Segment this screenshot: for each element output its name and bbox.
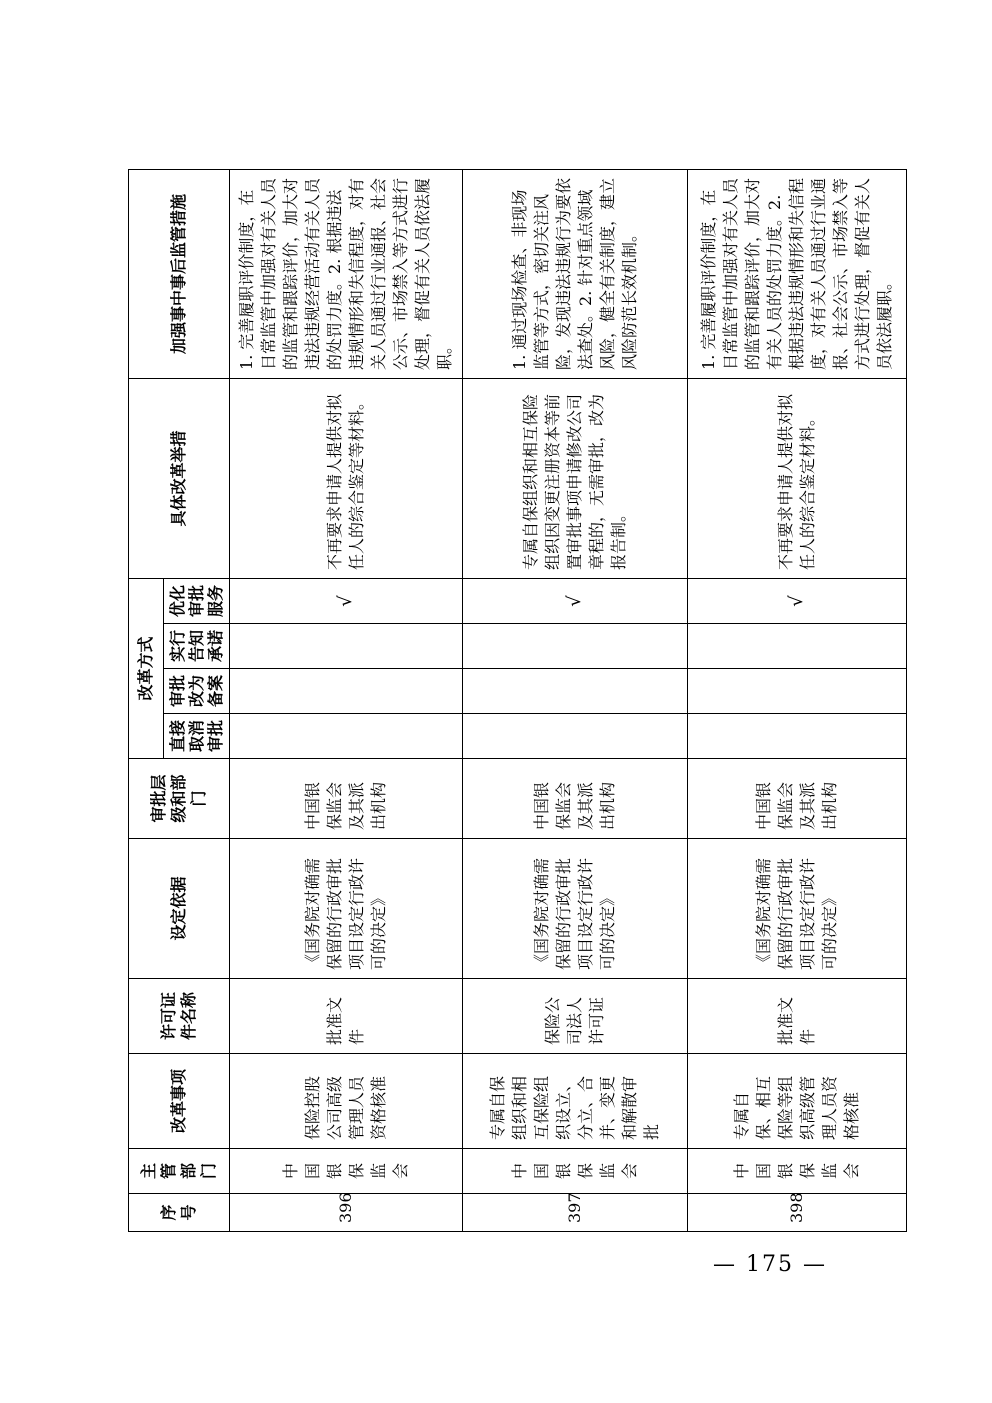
cell-dept: 中国银保监会 (230, 1149, 463, 1194)
cell-mode-optimize: √ (463, 578, 688, 623)
cell-item: 专属自保、相互保险等组织高级管理人员资格核准 (688, 1054, 907, 1149)
cell-basis: 《国务院对确需保留的行政审批项目设定行政许可的决定》 (688, 839, 907, 979)
table-row (688, 169, 907, 1231)
cell-license-text: 批准文件 (776, 996, 817, 1045)
header-mode-notice: 实行告知承诺 (164, 624, 230, 669)
cell-item-text: 保险控股公司高级管理人员资格核准 (303, 1075, 388, 1140)
cell-level-text: 中国银保监会及其派出机构 (532, 781, 617, 830)
cell-mode-cancel (230, 714, 463, 759)
cell-mode-notice (463, 624, 688, 669)
header-level: 审批层级和部门 (129, 759, 230, 839)
table-row (230, 169, 463, 1231)
cell-mode-cancel (463, 714, 688, 759)
cell-level (688, 759, 907, 839)
cell-level (230, 759, 463, 839)
cell-license (463, 979, 688, 1054)
page-number: — 175 — (713, 1252, 827, 1277)
cell-supervision: 1. 通过现场检查、非现场监管等方式，密切关注风险，发现违法违规行为要依法查处。2. 针对重点领域风险，健全有关制度，建立风险防范长效机制。 (463, 169, 688, 378)
cell-item: 专属自保组织和相互保险组织设立、分立、合并、变更和解散审批 (463, 1054, 688, 1149)
cell-dept: 中国银保监会 (688, 1149, 907, 1194)
header-measures: 具体改革举措 (129, 378, 230, 578)
header-seq: 序号 (129, 1194, 230, 1232)
cell-seq: 397 (463, 1194, 688, 1232)
header-reform-mode: 改革方式 (129, 578, 164, 758)
cell-seq: 398 (688, 1194, 907, 1232)
cell-measures: 不再要求申请人提供对拟任人的综合鉴定材料。 (688, 378, 907, 578)
header-basis: 设定依据 (129, 839, 230, 979)
cell-seq: 396 (230, 1194, 463, 1232)
cell-license (688, 979, 907, 1054)
header-mode-optimize: 优化审批服务 (164, 578, 230, 623)
cell-license (230, 979, 463, 1054)
cell-level (463, 759, 688, 839)
table-row (463, 169, 688, 1231)
cell-mode-notice (230, 624, 463, 669)
header-item: 改革事项 (129, 1054, 230, 1149)
cell-license-text: 批准文件 (325, 996, 366, 1045)
cell-level-text: 中国银保监会及其派出机构 (754, 781, 839, 830)
cell-mode-filing (463, 669, 688, 714)
cell-basis: 《国务院对确需保留的行政审批项目设定行政许可的决定》 (463, 839, 688, 979)
cell-mode-optimize: √ (688, 578, 907, 623)
header-dept: 主管部门 (129, 1149, 230, 1194)
cell-supervision: 1. 完善履职评价制度，在日常监管中加强对有关人员的监管和跟踪评价，加大对违法违规经营活动有关人员的处罚力度。2. 根据违法违规情形和失信程度，对有关人员通过行业通报、社会公示、市场禁入等方式进行处理，督促有关人员依法履职。 (230, 169, 463, 378)
header-supervision: 加强事中事后监管措施 (129, 169, 230, 378)
cell-license-text: 保险公司法人许可证 (543, 996, 606, 1045)
header-mode-filing: 审批改为备案 (164, 669, 230, 714)
header-license: 许可证件名称 (129, 979, 230, 1054)
header-mode-cancel: 直接取消审批 (164, 714, 230, 759)
rotated-table-region (128, 170, 894, 1232)
cell-item (230, 1054, 463, 1149)
cell-dept: 中国银保监会 (463, 1149, 688, 1194)
cell-mode-notice (688, 624, 907, 669)
cell-basis: 《国务院对确需保留的行政审批项目设定行政许可的决定》 (230, 839, 463, 979)
cell-level-text: 中国银保监会及其派出机构 (303, 781, 388, 830)
cell-measures: 不再要求申请人提供对拟任人的综合鉴定等材料。 (230, 378, 463, 578)
cell-supervision: 1. 完善履职评价制度，在日常监管中加强对有关人员的监管和跟踪评价，加大对有关人员的处罚力度。2. 根据违法违规情形和失信程度，对有关人员通过行业通报、社会公示、市场禁入等方式进行处理，督促有关人员依法履职。 (688, 169, 907, 378)
cell-mode-optimize: √ (230, 578, 463, 623)
cell-mode-filing (688, 669, 907, 714)
cell-measures: 专属自保组织和相互保险组织因变更注册资本等前置审批事项申请修改公司章程的，无需审批，改为报告制。 (463, 378, 688, 578)
rotated-table-frame (128, 170, 894, 1232)
cell-mode-filing (230, 669, 463, 714)
reform-table (128, 169, 907, 1232)
cell-mode-cancel (688, 714, 907, 759)
